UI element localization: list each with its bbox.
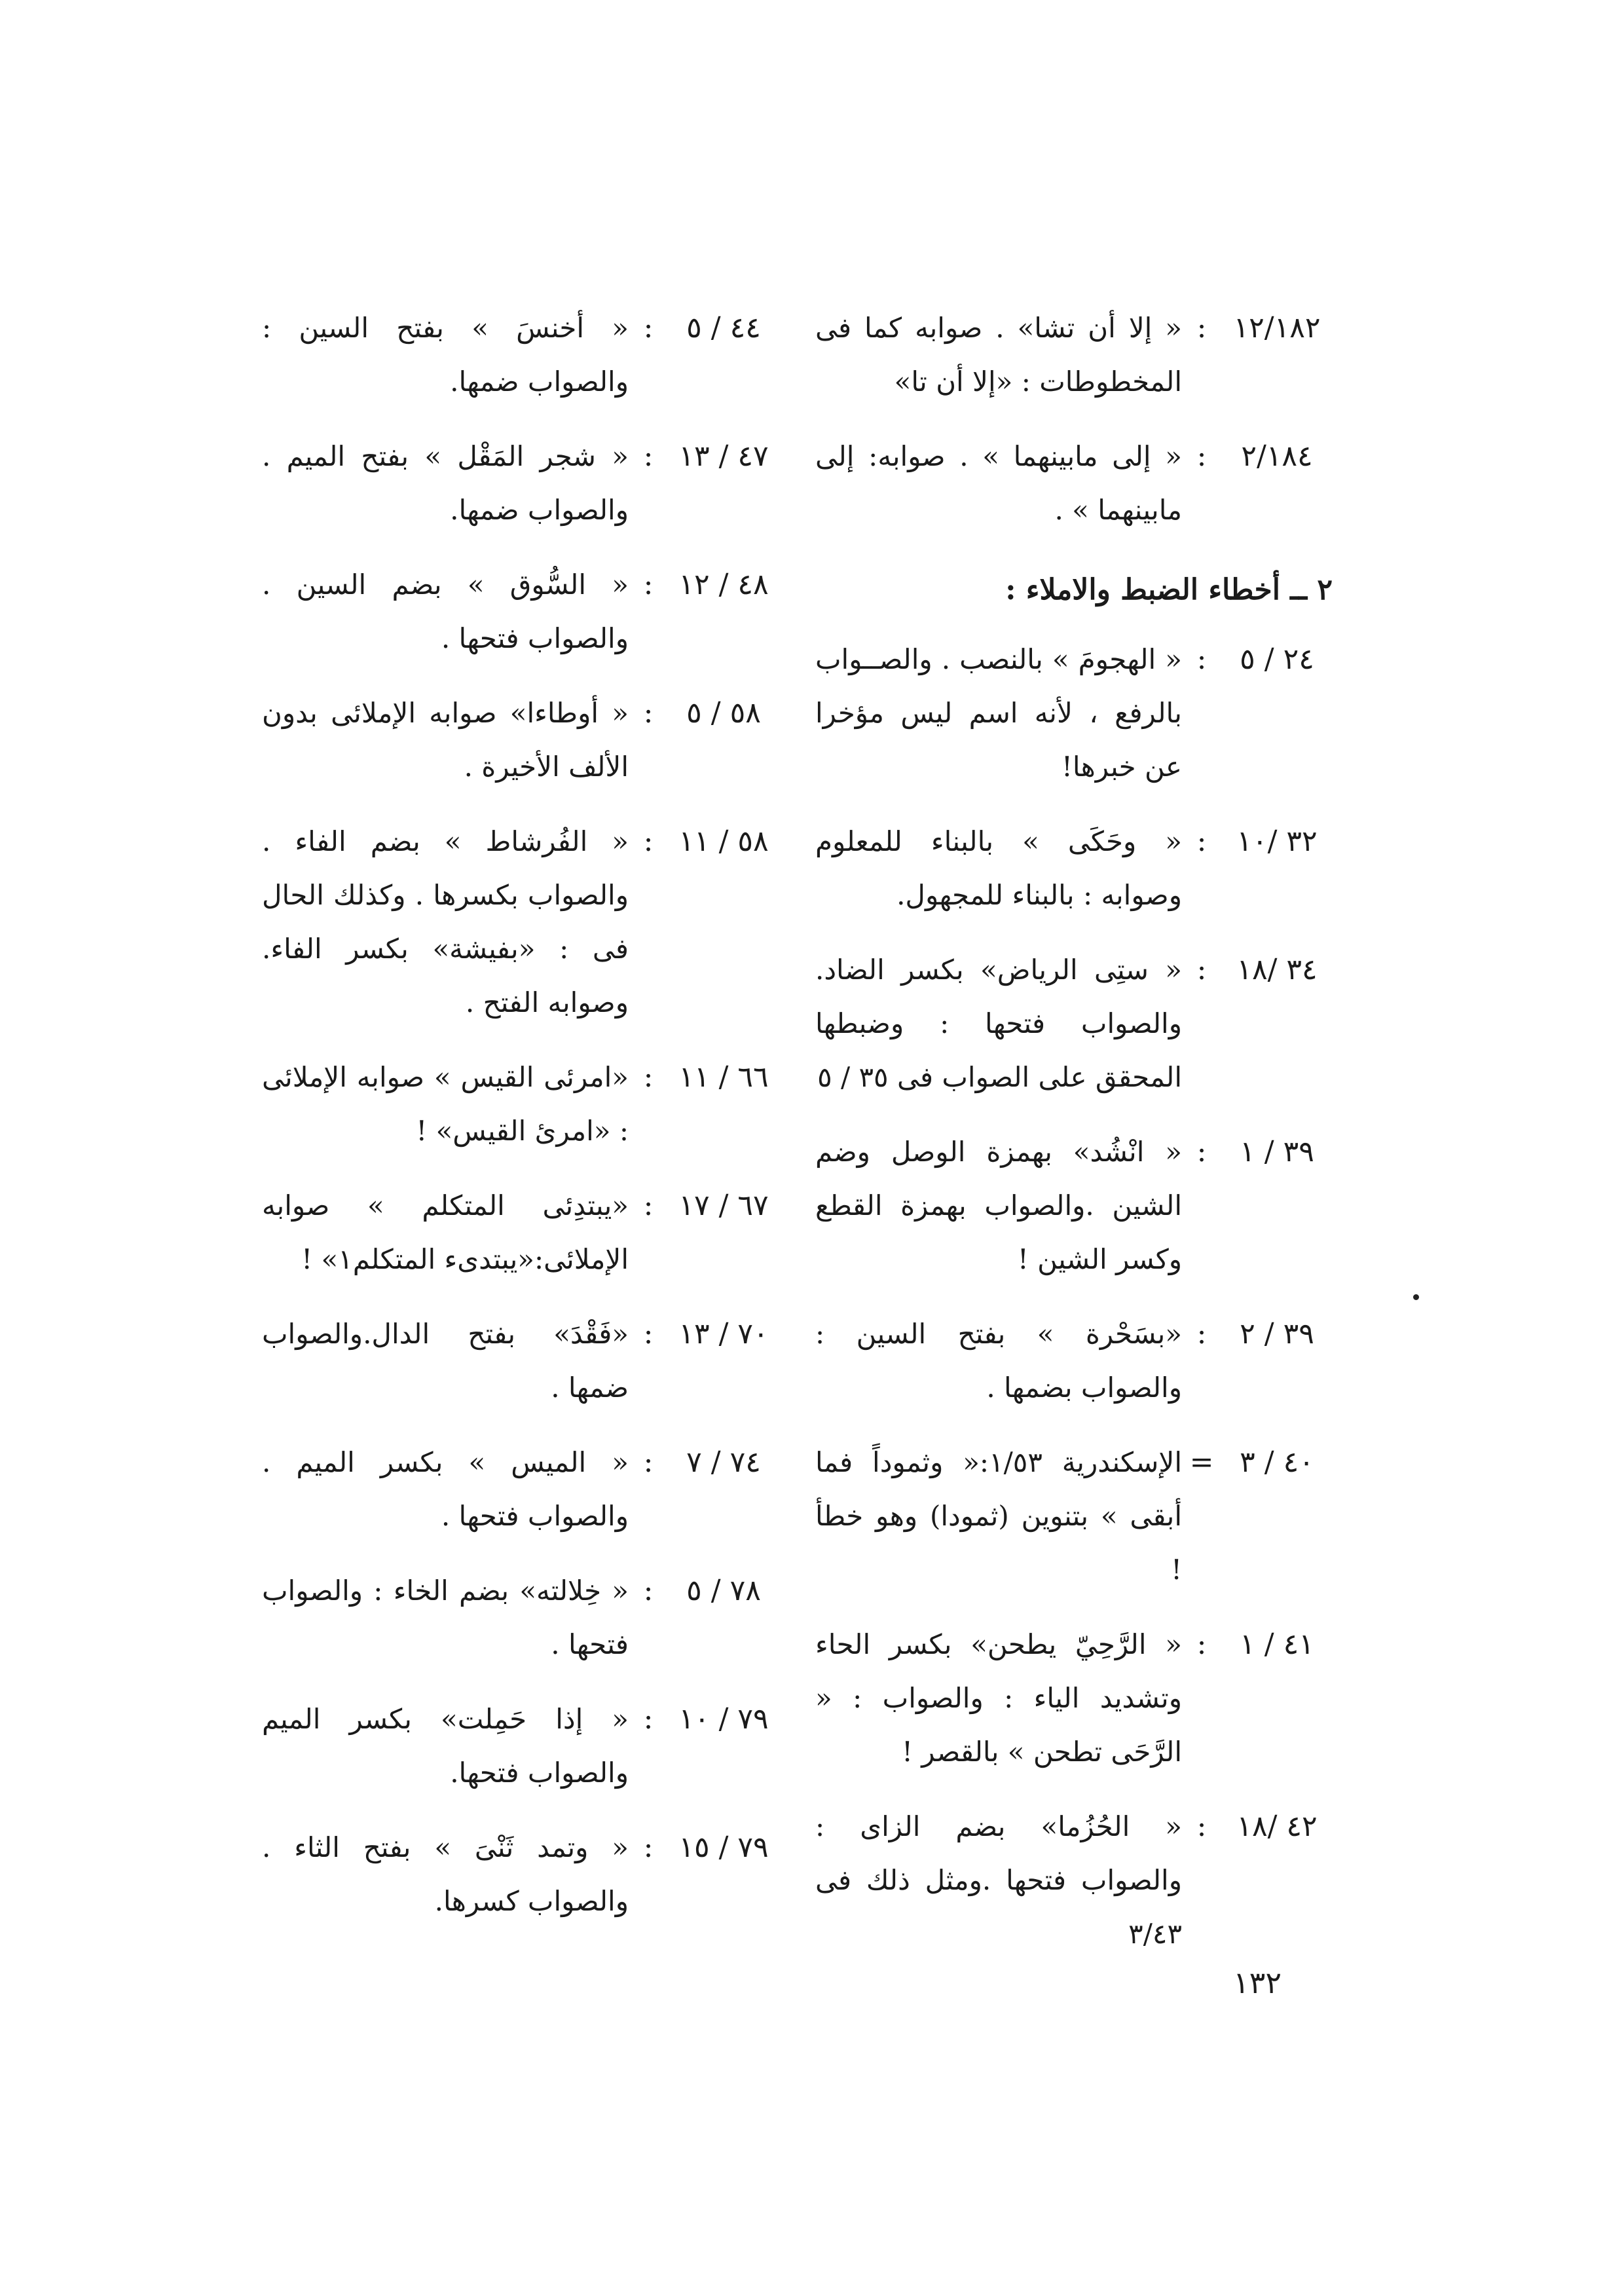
entry-reference: ٢٤ / ٥ — [1240, 643, 1314, 676]
entry-reference: ٦٦ / ١١ — [678, 1060, 769, 1094]
entry-reference: ٣٢ /١٠ — [1236, 825, 1318, 858]
entry-reference: ٧٠ / ١٣ — [678, 1317, 769, 1351]
entry-separator: : — [643, 1446, 654, 1479]
entry-reference: ٣٩ / ١ — [1240, 1135, 1314, 1168]
entry-separator: : — [1196, 1135, 1207, 1168]
list-item — [262, 558, 779, 665]
list-item — [262, 1051, 779, 1158]
list-item — [262, 1692, 779, 1800]
entry-separator: : — [1196, 953, 1207, 986]
entry-separator: : — [643, 1317, 654, 1351]
entry-text: «فَقْدَ» بفتح الدال.والصواب ضمها . — [262, 1318, 629, 1404]
list-item — [815, 1800, 1333, 1961]
entry-reference: ٥٨ / ١١ — [678, 825, 769, 858]
list-item — [262, 1436, 779, 1543]
stray-dot-mark — [1413, 1294, 1419, 1300]
entry-reference: ٤٤ / ٥ — [686, 311, 761, 345]
entry-reference: ٢/١٨٤ — [1241, 439, 1313, 473]
entry-separator: : — [643, 1831, 654, 1864]
entry-text: « وحَكَى » بالبناء للمعلوم وصوابه : بالبناء للمجهول. — [815, 825, 1182, 911]
page-number: ١٣٢ — [1232, 1965, 1282, 2000]
entry-text: « السُّوق » بضم السين . والصواب فتحها . — [262, 569, 629, 654]
entry-text: « إلى مابينهما » . صوابه: إلى مابينهما » . — [815, 440, 1182, 526]
entry-separator: : — [643, 439, 654, 473]
entry-reference: ٥٨ / ٥ — [686, 696, 761, 730]
entry-separator: : — [1196, 643, 1207, 676]
list-item — [815, 943, 1333, 1104]
list-item — [262, 1307, 779, 1415]
list-item — [815, 815, 1333, 922]
entry-reference: ٧٨ / ٥ — [686, 1574, 761, 1607]
entry-reference: ١٢/١٨٢ — [1233, 311, 1321, 345]
list-item — [262, 301, 779, 409]
list-item — [262, 430, 779, 537]
entry-text: « الرَّحِيّ يطحن» بكسر الحاء وتشديد الياء : والصواب : « الرَّحَى تطحن » بالقصر ! — [815, 1628, 1182, 1768]
entry-reference: ٤٠ / ٣ — [1240, 1446, 1314, 1479]
entry-text: « ستِى الرياض» بكسر الضاد. والصواب فتحها : وضبطها المحقق على الصواب فى ٣٥ / ٥ — [815, 954, 1182, 1093]
list-item — [815, 633, 1333, 794]
entry-separator: : — [643, 568, 654, 601]
entry-separator: : — [1196, 825, 1207, 858]
entry-reference: ٤٧ / ١٣ — [678, 439, 769, 473]
entry-text: « أوطاءا» صوابه الإملائى بدون الألف الأخيرة . — [262, 697, 629, 783]
entry-separator: : — [1196, 1628, 1207, 1661]
list-item — [815, 1436, 1333, 1597]
entry-separator: : — [643, 1702, 654, 1736]
entry-text: « خِلالته» بضم الخاء : والصواب فتحها . — [262, 1575, 629, 1660]
list-item — [262, 1564, 779, 1671]
entry-separator: : — [1196, 1317, 1207, 1351]
entry-reference: ٤١ / ١ — [1240, 1628, 1314, 1661]
entry-text: « إلا أن تشا» . صوابه كما فى المخطوطات : «إلا أن تا» — [815, 312, 1182, 398]
entry-separator: : — [1196, 439, 1207, 473]
entry-text: « شجر المَقْل » بفتح الميم . والصواب ضمها. — [262, 440, 629, 526]
entry-reference: ٤٢ /١٨ — [1236, 1810, 1318, 1843]
entry-text: « أخنسَ » بفتح السين : والصواب ضمها. — [262, 312, 629, 398]
entry-separator: : — [1196, 311, 1207, 345]
entry-separator: : — [643, 696, 654, 730]
list-item — [262, 686, 779, 794]
entry-separator: : — [643, 1060, 654, 1094]
entry-reference: ٦٧ / ١٧ — [678, 1189, 769, 1222]
entry-reference: ٣٤ /١٨ — [1236, 953, 1318, 986]
entry-text: « إذا حَمِلت» بكسر الميم والصواب فتحها. — [262, 1703, 629, 1789]
list-item — [815, 1618, 1333, 1779]
entry-separator: : — [643, 1574, 654, 1607]
entry-text: «بسَحْرة » بفتح السين : والصواب بضمها . — [815, 1318, 1182, 1404]
entry-separator: : — [643, 825, 654, 858]
entry-text: « الفُرشاط » بضم الفاء . والصواب بكسرها . وكذلك الحال فى : «بفيشة» بكسر الفاء. وصوابه الفتح . — [262, 825, 629, 1018]
list-item — [815, 430, 1333, 537]
list-item — [815, 1307, 1333, 1415]
entry-text: « انْشُد» بهمزة الوصل وضم الشين .والصواب بهمزة القطع وكسر الشين ! — [815, 1136, 1182, 1275]
entry-text: « الحُزُما» بضم الزاى : والصواب فتحها .ومثل ذلك فى ٣/٤٣ — [815, 1810, 1182, 1950]
entry-text: «امرئى القيس » صوابه الإملائى : «امرئ القيس» ! — [262, 1061, 629, 1147]
entry-reference: ٧٩ / ١٠ — [678, 1702, 769, 1736]
entry-reference: ٣٩ / ٢ — [1240, 1317, 1314, 1351]
entry-separator: : — [643, 311, 654, 345]
entry-text: « وتمد ثَنْىَ » بفتح الثاء . والصواب كسرها. — [262, 1831, 629, 1917]
right-column — [815, 301, 1333, 1982]
entry-separator: : — [1196, 1810, 1207, 1843]
entry-text: «يبتدِئى المتكلم » صوابه الإملائى:«يبتدىء المتكلم١» ! — [262, 1189, 629, 1275]
entry-separator: : — [643, 1189, 654, 1222]
entry-reference: ٧٩ / ١٥ — [678, 1831, 769, 1864]
list-item — [262, 815, 779, 1030]
list-item — [815, 1125, 1333, 1286]
list-item — [262, 1821, 779, 1928]
entry-text: الإسكندرية ١/٥٣:« وثموداً فما أبقى » بتنوين (ثمودا) وهو خطأ ! — [815, 1446, 1182, 1586]
section-heading: ٢ ــ أخطاء الضبط والاملاء : — [1005, 573, 1333, 606]
entry-reference: ٧٤ / ٧ — [686, 1446, 761, 1479]
entry-reference: ٤٨ / ١٢ — [678, 568, 769, 601]
left-column — [262, 301, 779, 1949]
list-item — [815, 301, 1333, 409]
list-item — [262, 1179, 779, 1286]
entry-text: « الهجومَ » بالنصب . والصــواب بالرفع ، لأنه اسم ليس مؤخرا عن خبرها! — [815, 643, 1182, 783]
entry-separator: = — [1189, 1446, 1214, 1479]
entry-text: « الميس » بكسر الميم . والصواب فتحها . — [262, 1446, 629, 1532]
